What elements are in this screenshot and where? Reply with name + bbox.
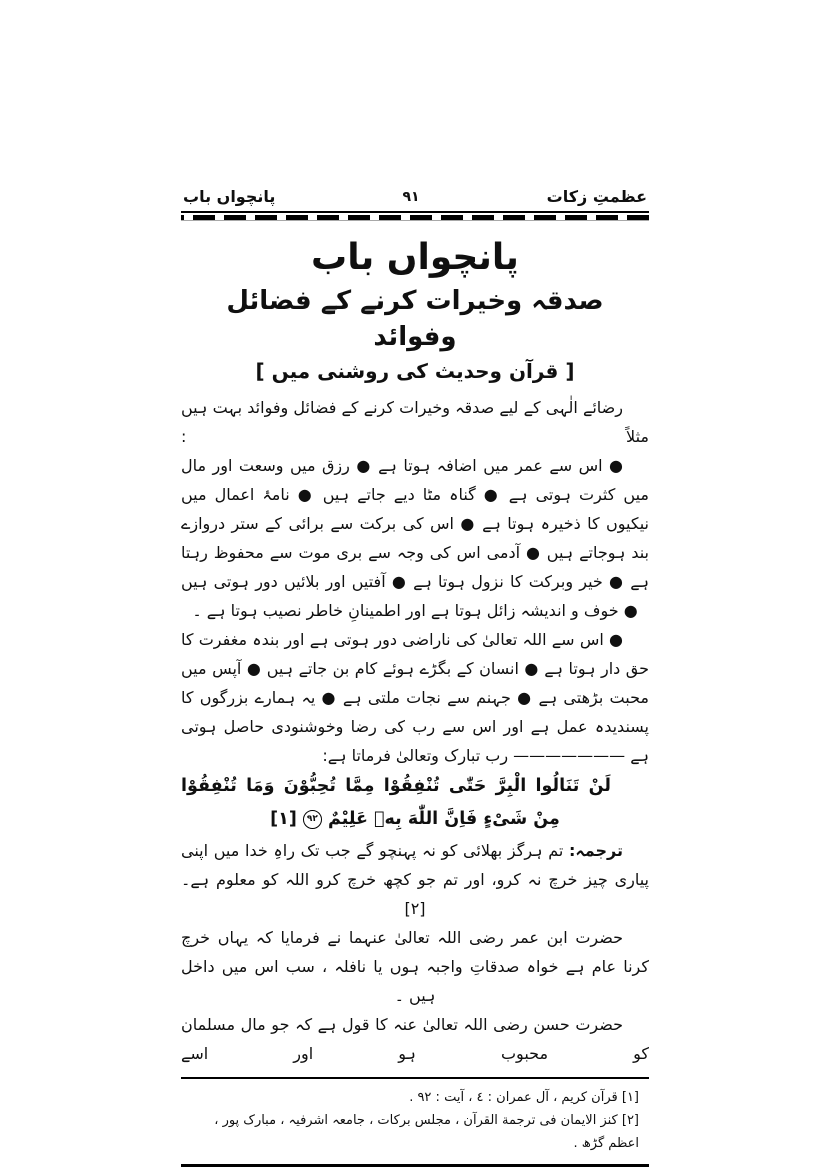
paragraph-intro: رضائے الٰہی کے لیے صدقہ وخیرات کرنے کے فضائل وفوائد بہت ہیں مثلاً : <box>181 398 649 446</box>
ayah-number-badge: ۹۲ <box>303 810 322 829</box>
running-header <box>181 186 649 208</box>
header-rule <box>181 211 649 221</box>
translation-label: ترجمہ: <box>569 841 623 860</box>
footnotes-block <box>181 1079 649 1157</box>
header-book-title: عظمتِ زکات <box>546 187 647 206</box>
footnote-2: [۲] کنز الایمان فی ترجمة القرآن ، مجلس برکات ، جامعہ اشرفیہ ، مبارک پور ، اعظم گڑھ . <box>214 1113 639 1151</box>
bullet-paragraph-2: ● اس سے اللہ تعالیٰ کی ناراضی دور ہوتی ہے اور بندہ مغفرت کا حق دار ہوتا ہے ● انسان کے بگڑے ہوئے کام بن جاتے ہیں ● آپس میں محبت بڑھتی ہے ● جہنم سے نجات ملتی ہے ● یہ ہمارے بزرگوں کا پسندیدہ عمل ہے اور اس سے رب کی رضا وخوشنودی حاصل ہوتی ہے ——————— رب تبارک وتعالیٰ فرماتا ہے: <box>181 630 649 765</box>
bottom-rule <box>181 1164 649 1169</box>
quran-verse-text: لَنْ تَنَالُوا الْبِرَّ حَتّٰی تُنْفِقُوْا مِمَّا تُحِبُّوْنَ وَمَا تُنْفِقُوْا مِنْ شَیْءٍ فَاِنَّ اللّٰهَ بِهٖ عَلِیْمٌ <box>181 776 611 829</box>
translation-text: تم ہرگز بھلائی کو نہ پہنچو گے جب تک راہِ خدا میں اپنی پیاری چیز خرچ نہ کرو، اور تم جو کچھ خرچ کرو اللہ کو معلوم ہے۔ [۲] <box>181 841 649 918</box>
chapter-title: پانچواں باب <box>311 237 519 278</box>
header-page-number: ۹۱ <box>402 189 420 205</box>
footnote-1: [۱] قرآن کریم ، آل عمران : ٤ ، آیت : ۹۲ . <box>409 1090 639 1105</box>
header-rule-dashes <box>181 215 649 221</box>
header-chapter-label: پانچواں باب <box>183 187 276 206</box>
body-text <box>181 393 649 1068</box>
section-title: صدقہ وخیرات کرنے کے فضائل وفوائد <box>226 286 604 352</box>
quran-verse <box>181 770 649 836</box>
translation-paragraph <box>181 836 649 923</box>
paragraph-ibn-umar: حضرت ابن عمر رضی اللہ تعالیٰ عنہما نے فرمایا کہ یہاں خرچ کرنا عام ہے خواہ صدقاتِ واجبہ ہوں یا نافلہ ، سب اس میں داخل ہیں ۔ <box>181 928 649 1005</box>
bullet-paragraph-1: ● اس سے عمر میں اضافہ ہوتا ہے ● رزق میں وسعت اور مال میں کثرت ہوتی ہے ● گناہ مٹا دیے جاتے ہیں ● نامۂ اعمال میں نیکیوں کا ذخیرہ ہوتا ہے ● اس کی برکت سے برائی کے ستر دروازے بند ہوجاتے ہیں ● آدمی اس کی وجہ سے بری موت سے محفوظ رہتا ہے ● خیر وبرکت کا نزول ہوتا ہے ● آفتیں اور بلائیں دور ہوتی ہیں ● خوف و اندیشہ زائل ہوتا ہے اور اطمینانِ خاطر نصیب ہوتا ہے ۔ <box>181 456 649 620</box>
paragraph-hasan: حضرت حسن رضی اللہ تعالیٰ عنہ کا قول ہے کہ جو مال مسلمان کو محبوب ہو اور اسے <box>181 1015 649 1063</box>
page-content <box>181 186 649 1169</box>
verse-footnote-ref: [۱] <box>270 809 297 829</box>
section-subtitle: [ قرآن وحدیث کی روشنی میں ] <box>255 359 575 383</box>
